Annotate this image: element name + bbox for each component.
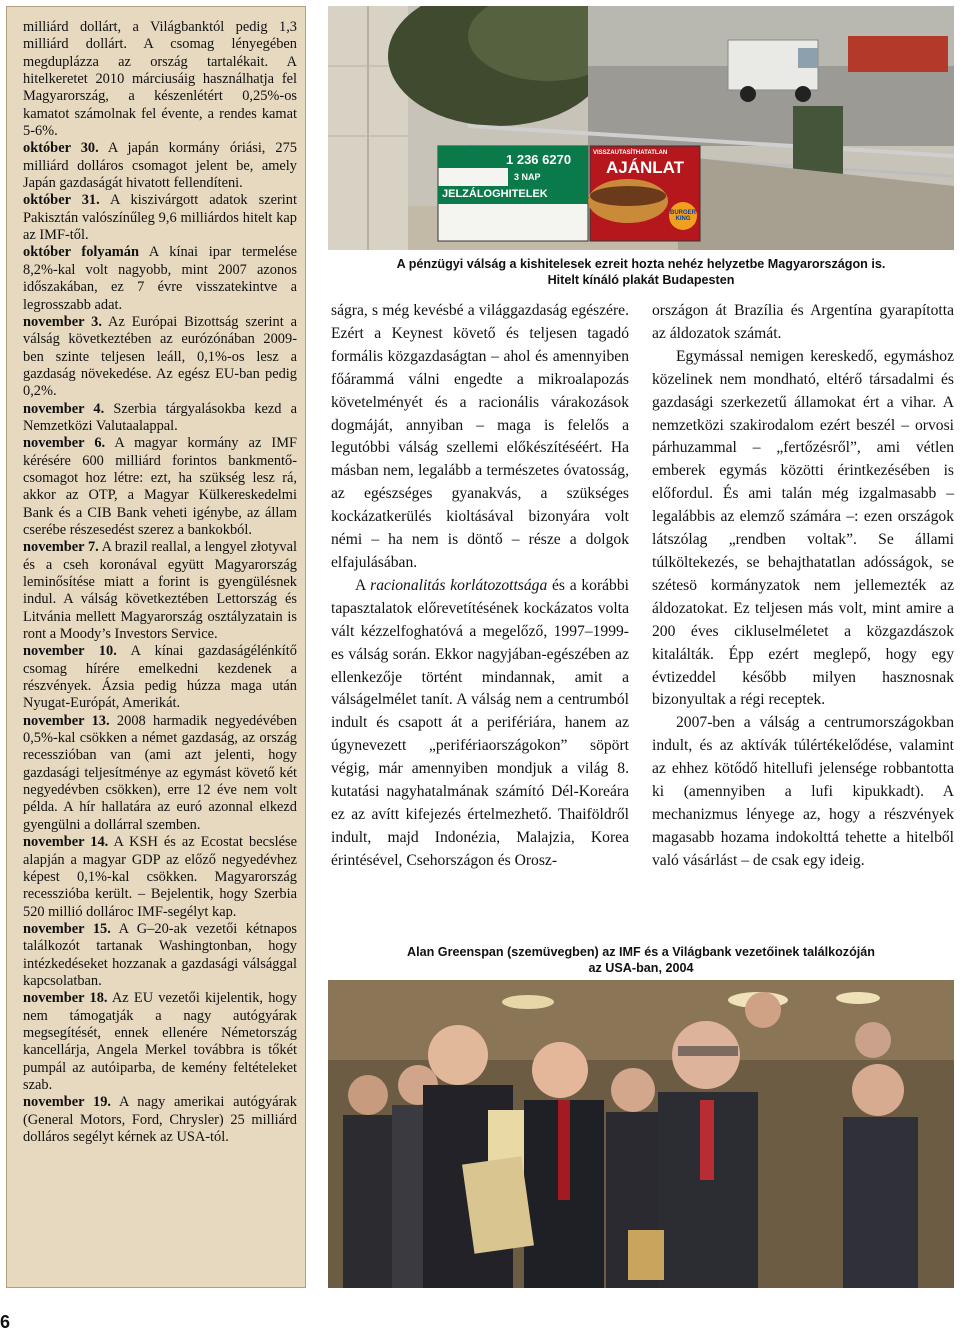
chronology-entry: november 7. A brazil reallal, a lengyel złotyval és a cseh koronával együtt Magyarország leminősítése miatt a forint is gyengülésnek indul. A válság következtében Lettország és Litvánia mellett Magyarország osztályzatain is ront a Moody’s Investors Service.	[23, 539, 298, 643]
chronology-entry: november 4. Szerbia tárgyalásokba kezd a Nemzetközi Valutaalappal.	[23, 400, 298, 434]
billboard-right-top: VISSZAUTASÍTHATATLAN	[593, 150, 668, 156]
chronology-entry: november 15. A G–20-ak vezetői kétnapos találkozót tartanak Washingtonban, hogy intézkedéseket hozzanak a gazdasági válsággal kapcsolatban.	[23, 920, 297, 989]
billboard-caption	[328, 256, 954, 288]
meeting-photo	[328, 980, 954, 1288]
chronology-sidebar	[6, 6, 306, 1288]
article-column-1	[331, 300, 629, 873]
chronology-entry: november 10. A kínai gazdaságélénkítő csomag hírére emelkedni kezdenek a részvények. Ázsia pedig húzza maga után Nyugat-Európát, Amerikát.	[23, 643, 297, 712]
article-column-2	[652, 300, 954, 873]
chronology-entry: október 31. A kiszivárgott adatok szerint Pakisztán valószínűleg 9,6 milliárdos hitelt kap az IMF-től.	[23, 192, 297, 244]
chronology-entry: milliárd dollárt, a Világbanktól pedig 1,3 milliárd dollárt. A csomag lényegében megduplázza az ország tartalékait. A hitelkeretet 2010 márciusáig használhatja fel Magyarország, a készenlétért 0,25%-os kamatot számolnak fel évente, a rendes kamat 5-6%.	[23, 19, 297, 140]
billboard-left-title: JELZÁLOGHITELEK	[442, 188, 548, 200]
billboard-phone: 1 236 6270	[506, 152, 572, 167]
chronology-entry: november 19. A nagy amerikai autógyárak (General Motors, Ford, Chrysler) 25 milliárd dolláros segélyt kérnek az USA-tól.	[23, 1094, 298, 1145]
billboard-photo	[328, 6, 954, 250]
chronology-entry: november 13. 2008 harmadik negyedévében 0,5%-kal csökken a német gazdaság, az ország recesszióban van (ami azt jelenti, hogy gazdasági teljesítménye az egymást követő két negyedévben csökken), erre 12 éve nem volt példa. A hír hallatára az euró azonnal elkezd gyengülni a dollárral szemben.	[23, 712, 297, 833]
billboard-caption-line2: Hitelt kínáló plakát Budapesten	[547, 273, 735, 287]
article-paragraph: Egymással nemigen kereskedő, egymáshoz közelinek nem mondható, eltérő társadalmi és gazdasági szerkezetű államokat ért a vihar. A nemzetközi szakirodalom ezért beszél – orvosi párhuzammal – „fertőzésről”, ami vétlen emberek egymás közötti érintkezésében is előfordul. És ami talán még izgalmasabb – legalábbis az elemző számára –: ezen országok látszólag „rendben voltak”. Se állami túlköltekezés, se behajthatatlan adósságok, se szétesö kormányzatok nem jellemezték az áldozatokat. Ez teljesen más volt, mint amire a 200 éves cikluselméletet a közgazdászok kitalálták. Épp ezért meglepő, hogy egy évtizeddel később milyen hasznosnak bizonyultak a régi receptek.	[652, 347, 954, 709]
chronology-entry: október folyamán A kínai ipar termelése 8,2%-kal volt nagyobb, mint 2007 azonos időszakában, ez 7 évre visszatekintve a legrosszabb adat.	[23, 244, 297, 313]
article-paragraph: ságra, s még kevésbé a világgazdaság egészére. Ezért a Keynest követő és teljesen tagadó formális közgazdaságtan – ahol és amennyiben főárammá válni engedte a mikroalapozás követelményét és a racionális várakozások dogmáját, annyiban – maga is felelős a legutóbbi válság szellemi előkészítéséért. Ha másban nem, legalább a természetes óvatosság, az egészséges gyanakvás, a szükséges kockázatkerülés kioltásával bizonyára volt némi – ha nem is döntő – része a dolgok elfajulásában.	[331, 302, 629, 571]
chronology-entry: november 18. Az EU vezetői kijelentik, hogy nem támogatják a nagy autógyárak megsegítését, ennek ellenére Németország kancellárja, Angela Merkel továbbra is tőkét pumpál az autóiparba, de kemény feltételeket szab.	[23, 990, 298, 1093]
article-paragraph: 2007-ben a válság a centrumországokban indult, és az aktívák túlértékelődése, valamint az ehhez kötődő hitellufi jelensége robbantotta ki (amennyiben a lufi kipukkadt). A mechanizmus lényege az, hogy a részvények magasabb hozama indokolttá tehette a hitelből való vásárlást – de csak egy ideig.	[652, 714, 954, 869]
meeting-caption	[328, 944, 954, 976]
chronology-entry: október 30. A japán kormány óriási, 275 milliárd dolláros csomagot jelent be, amely Japán gazdaságát hivatott fellendíteni.	[23, 140, 297, 192]
meeting-caption-line2: az USA-ban, 2004	[588, 961, 694, 975]
article-paragraph: A racionalitás korlátozottsága és a korábbi tapasztalatok előrevetítésének kockázatos volta vált kézzelfoghatóvá a megelőző, 1997–1999-es válság során. Ekkor nagyjában-egészében az ellenkezője történt mindannak, amit a válságelmélet tanít. A válság nem a centrumból indult és csapott át a perifériára, hanem az úgynevezett „perifériaországokon” söpört végig, már amennyiben mondjuk a világ 8. kutatási nagyhatalmának számító Dél-Koreára ez az avítt kifejezés értelmezhető. Thaiföldről indult, majd Indonézia, Malajzia, Korea érintésével, Csehországon és Orosz-	[331, 576, 629, 869]
billboard-badge: 3 NAP	[514, 172, 541, 182]
page-number: 6	[0, 1312, 11, 1332]
billboard-caption-line1: A pénzügyi válság a kishitelesek ezreit hozta nehéz helyzetbe Magyarországon is.	[396, 257, 886, 271]
chronology-entry: november 14. A KSH és az Ecostat becslése alapján a magyar GDP az előző negyedévhez képest 0,1%-kal csökken. Magyarország recesszióba került. – Bejelentik, hogy Szerbia 520 millió dollárос IMF-segélyt kap.	[23, 834, 298, 920]
article-paragraph: országon át Brazília és Argentína gyarapította az áldozatok számát.	[652, 302, 954, 342]
chronology-entry: november 6. A magyar kormány az IMF kérésére 600 milliárd forintos bankmentő-csomagot hoz létre: ezt, ha szükség lesz rá, akkor az OTP, a Magyar Külkereskedelmi Bank és a CIB Bank veheti igénybe, az állam cserébe részesedést szerez a bankokból.	[23, 435, 297, 538]
meeting-caption-line1: Alan Greenspan (szemüvegben) az IMF és a Világbank vezetőinek találkozóján	[407, 945, 875, 959]
chronology-list	[23, 19, 297, 1146]
billboard-right-title: AJÁNLAT	[606, 158, 685, 177]
billboard-brand: BURGER KING	[669, 210, 696, 222]
chronology-entry: november 3. Az Európai Bizottság szerint a válság következtében az eurózónában 2009-ben szinte teljesen leáll, 0,1%-os lesz a gazdaság növekedése. Az egész EU-ban pedig 0,2%.	[23, 313, 297, 400]
